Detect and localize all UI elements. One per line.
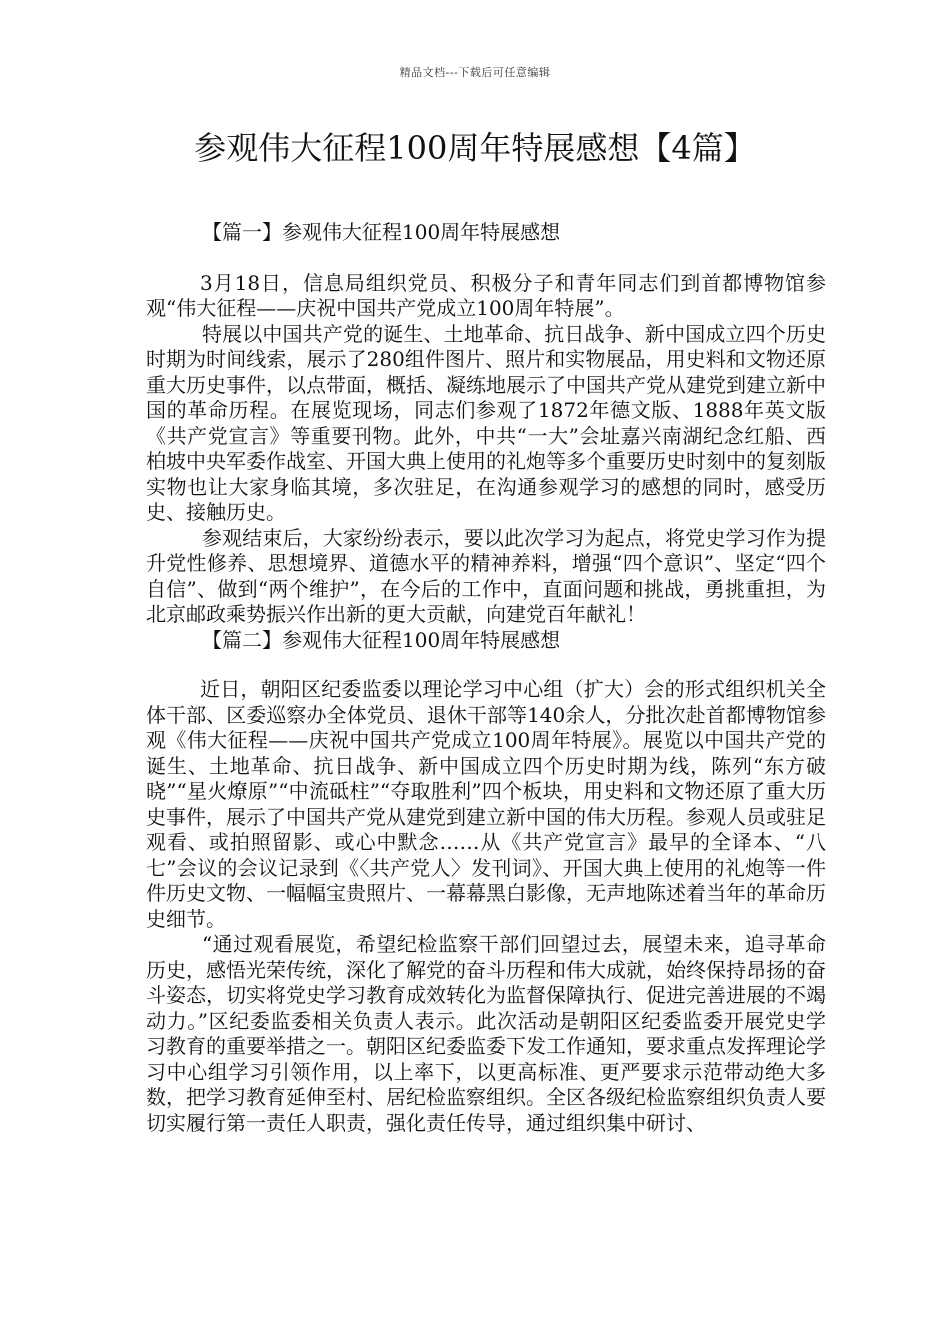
paragraph: “通过观看展览，希望纪检监察干部们回望过去，展望未来，追寻革命历史，感悟光荣传统，深化了解党的奋斗历程和伟大成就，始终保持昂扬的奋斗姿态，切实将党史学习教育成效转化为监督保障执行、促进完善进展的不竭动力。”区纪委监委相关负责人表示。此次活动是朝阳区纪委监委开展党史学习教育的重要举措之一。朝阳区纪委监委下发工作通知，要求重点发挥理论学习中心组学习引领作用，以上率下，以更高标准、更严要求示范带动绝大多数，把学习教育延伸至村、居纪检监察组织。全区各级纪检监察组织负责人要切实履行第一责任人职责，强化责任传导，通过组织集中研讨、 [146, 932, 826, 1135]
section-1 [146, 220, 826, 628]
paragraph: 参观结束后，大家纷纷表示，要以此次学习为起点，将党史学习作为提升党性修养、思想境界、道德水平的精神养料，增强“四个意识”、坚定“四个自信”、做到“两个维护”，在今后的工作中，直面问题和挑战，勇挑重担，为北京邮政乘势振兴作出新的更大贡献，向建党百年献礼！ [146, 525, 826, 626]
section-2 [146, 628, 826, 1137]
header-note: 精品文档---下载后可任意编辑 [399, 66, 551, 79]
paragraph: 3月18日，信息局组织党员、积极分子和青年同志们到首都博物馆参观“伟大征程——庆祝中国共产党成立100周年特展”。 [146, 270, 826, 320]
paragraph: 特展以中国共产党的诞生、土地革命、抗日战争、新中国成立四个历史时期为时间线索，展示了280组件图片、照片和实物展品，用史料和文物还原重大历史事件，以点带面，概括、凝练地展示了中国共产党从建党到建立新中国的革命历程。在展览现场，同志们参观了1872年德文版、1888年英文版《共产党宣言》等重要刊物。此外，中共“一大”会址嘉兴南湖纪念红船、西柏坡中央军委作战室、开国大典上使用的礼炮等多个重要历史时刻中的复刻版实物也让大家身临其境，多次驻足，在沟通参观学习的感想的同时，感受历史、接触历史。 [146, 321, 826, 524]
document-title: 参观伟大征程100周年特展感想【4篇】 [194, 129, 756, 167]
section-heading: 【篇一】参观伟大征程100周年特展感想 [202, 220, 561, 244]
paragraph: 近日，朝阳区纪委监委以理论学习中心组（扩大）会的形式组织机关全体干部、区委巡察办全体党员、退休干部等140余人，分批次赴首都博物馆参观《伟大征程——庆祝中国共产党成立100周年特展》。展览以中国共产党的诞生、土地革命、抗日战争、新中国成立四个历史时期为线，陈列“东方破晓”“星火燎原”“中流砥柱”“夺取胜利”四个板块，用史料和文物还原了重大历史事件，展示了中国共产党从建党到建立新中国的伟大历程。参观人员或驻足观看、或拍照留影、或心中默念……从《共产党宣言》最早的全译本、“八七”会议的会议记录到《〈共产党人〉发刊词》、开国大典上使用的礼炮等一件件历史文物、一幅幅宝贵照片、一幕幕黑白影像，无声地陈述着当年的革命历史细节。 [146, 677, 826, 931]
document-body [146, 220, 826, 1136]
section-heading: 【篇二】参观伟大征程100周年特展感想 [202, 627, 561, 652]
